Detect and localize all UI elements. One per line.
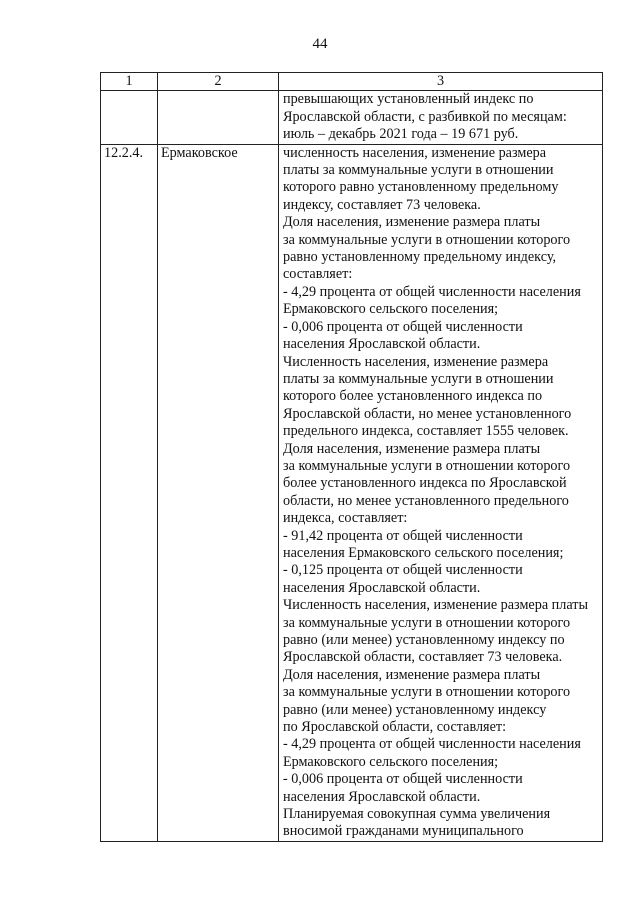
text-line: превышающих установленный индекс по xyxy=(283,91,534,108)
row-number-cell: 12.2.4. xyxy=(101,144,158,841)
header-col-1: 1 xyxy=(101,73,158,91)
text-line: платы за коммунальные услуги в отношении xyxy=(283,370,554,387)
header-col-2: 2 xyxy=(158,73,279,91)
text-line: Численность населения, изменение размера платы xyxy=(283,597,589,614)
text-line: Ярославской области, но менее установленного xyxy=(283,405,572,422)
continuation-name-cell xyxy=(158,91,279,144)
continuation-text-cell xyxy=(279,91,603,144)
row-name-cell: Ермаковское xyxy=(158,144,279,841)
text-line: которого более установленного индекса по xyxy=(283,388,543,405)
text-line: предельного индекса, составляет 1555 человек. xyxy=(283,423,569,440)
text-line: равно установленному предельному индексу, xyxy=(283,249,557,266)
continuation-number-cell xyxy=(101,91,158,144)
text-line: по Ярославской области, составляет: xyxy=(283,719,507,736)
text-line: населения Ярославской области. xyxy=(283,788,481,805)
text-line: области, но менее установленного предельного xyxy=(283,492,569,509)
table-row xyxy=(101,144,603,841)
text-line: Ермаковского сельского поселения; xyxy=(283,301,499,318)
text-line: - 0,006 процента от общей численности xyxy=(283,771,523,788)
text-line: за коммунальные услуги в отношении которого xyxy=(283,457,571,474)
text-line: - 4,29 процента от общей численности населения xyxy=(283,283,581,300)
text-line: составляет: xyxy=(283,266,353,283)
text-line: за коммунальные услуги в отношении которого xyxy=(283,684,571,701)
page-number: 44 xyxy=(312,36,328,52)
text-line: - 91,42 процента от общей численности xyxy=(283,527,523,544)
text-line: индекса, составляет: xyxy=(283,510,408,527)
text-line: равно (или менее) установленному индексу xyxy=(283,701,547,718)
document-table xyxy=(100,72,603,842)
text-line: июль – декабрь 2021 года – 19 671 руб. xyxy=(283,126,519,143)
text-line: Ярославской области, с разбивкой по месяцам: xyxy=(283,108,567,125)
text-line: численность населения, изменение размера xyxy=(283,144,547,161)
text-line: - 0,125 процента от общей численности xyxy=(283,562,523,579)
text-line: населения Ермаковского сельского поселения; xyxy=(283,544,564,561)
text-line: Ярославской области, составляет 73 человека. xyxy=(283,649,563,666)
table-header-row xyxy=(101,73,603,91)
text-line: населения Ярославской области. xyxy=(283,336,481,353)
continuation-row xyxy=(101,91,603,144)
text-line: более установленного индекса по Ярославской xyxy=(283,475,567,492)
header-col-3: 3 xyxy=(279,73,603,91)
text-line: индексу, составляет 73 человека. xyxy=(283,196,481,213)
text-line: - 4,29 процента от общей численности населения xyxy=(283,736,581,753)
text-line: Доля населения, изменение размера платы xyxy=(283,666,541,683)
text-line: которого равно установленному предельному xyxy=(283,179,559,196)
text-line: за коммунальные услуги в отношении которого xyxy=(283,614,571,631)
text-line: Планируемая совокупная сумма увеличения xyxy=(283,806,551,823)
text-line: - 0,006 процента от общей численности xyxy=(283,318,523,335)
text-line: Численность населения, изменение размера xyxy=(283,353,549,370)
text-line: Доля населения, изменение размера платы xyxy=(283,214,541,231)
text-line: за коммунальные услуги в отношении которого xyxy=(283,231,571,248)
text-line: платы за коммунальные услуги в отношении xyxy=(283,162,554,179)
text-line: вносимой гражданами муниципального xyxy=(283,823,524,840)
text-line: Ермаковского сельского поселения; xyxy=(283,753,499,770)
text-line: равно (или менее) установленному индексу по xyxy=(283,632,565,648)
text-line: населения Ярославской области. xyxy=(283,579,481,596)
text-line: Доля населения, изменение размера платы xyxy=(283,440,541,457)
row-text-cell xyxy=(279,144,603,841)
